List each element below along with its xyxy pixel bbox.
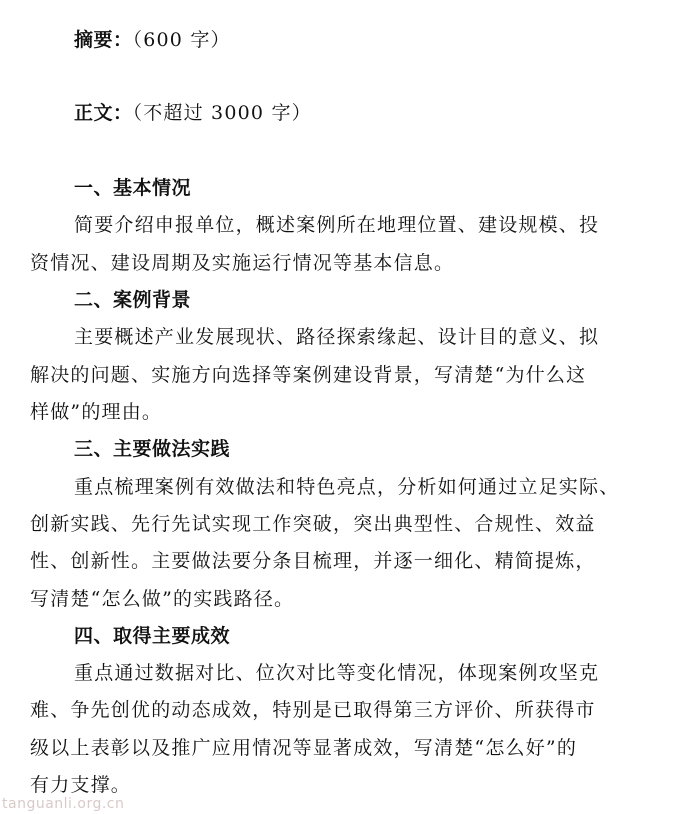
abstract-line xyxy=(74,28,231,52)
paragraph-line: 重点梳理案例有效做法和特色亮点，分析如何通过立足实际、 xyxy=(74,476,620,498)
paragraph-line: 性、创新性。主要做法要分条目梳理，并逐一细化、精简提炼， xyxy=(30,550,596,572)
section-heading-practices: 三、主要做法实践 xyxy=(74,438,231,460)
paragraph-line: 创新实践、先行先试实现工作突破，突出典型性、合规性、效益 xyxy=(30,513,596,535)
paragraph-line: 简要介绍申报单位，概述案例所在地理位置、建设规模、投 xyxy=(74,214,600,236)
paragraph-line: 资情况、建设周期及实施运行情况等基本信息。 xyxy=(30,252,455,274)
site-watermark: tanguanli.org.cn xyxy=(2,796,125,812)
paragraph-line: 难、争先创优的动态成效，特别是已取得第三方评价、所获得市 xyxy=(30,699,596,721)
paragraph-line: 主要概述产业发展现状、路径探索缘起、设计目的意义、拟 xyxy=(74,326,600,348)
abstract-label: 摘要： xyxy=(74,29,133,51)
main-text-line xyxy=(74,101,312,125)
section-heading-results: 四、取得主要成效 xyxy=(74,625,231,647)
section-heading-background: 二、案例背景 xyxy=(74,289,192,311)
main-text-label: 正文： xyxy=(74,102,133,124)
abstract-note: （600 字） xyxy=(132,29,231,51)
paragraph-line: 解决的问题、实施方向选择等案例建设背景，写清楚“为什么这 xyxy=(30,364,587,386)
paragraph-line: 重点通过数据对比、位次对比等变化情况，体现案例攻坚克 xyxy=(74,662,600,684)
paragraph-line: 写清楚“怎么做”的实践路径。 xyxy=(30,588,295,610)
paragraph-line: 级以上表彰以及推广应用情况等显著成效，写清楚“怎么好”的 xyxy=(30,737,578,759)
paragraph-line: 有力支撑。 xyxy=(30,774,132,796)
section-heading-basic-info: 一、基本情况 xyxy=(74,177,192,199)
paragraph-line: 样做”的理由。 xyxy=(30,401,163,423)
main-text-note: （不超过 3000 字） xyxy=(132,102,312,124)
